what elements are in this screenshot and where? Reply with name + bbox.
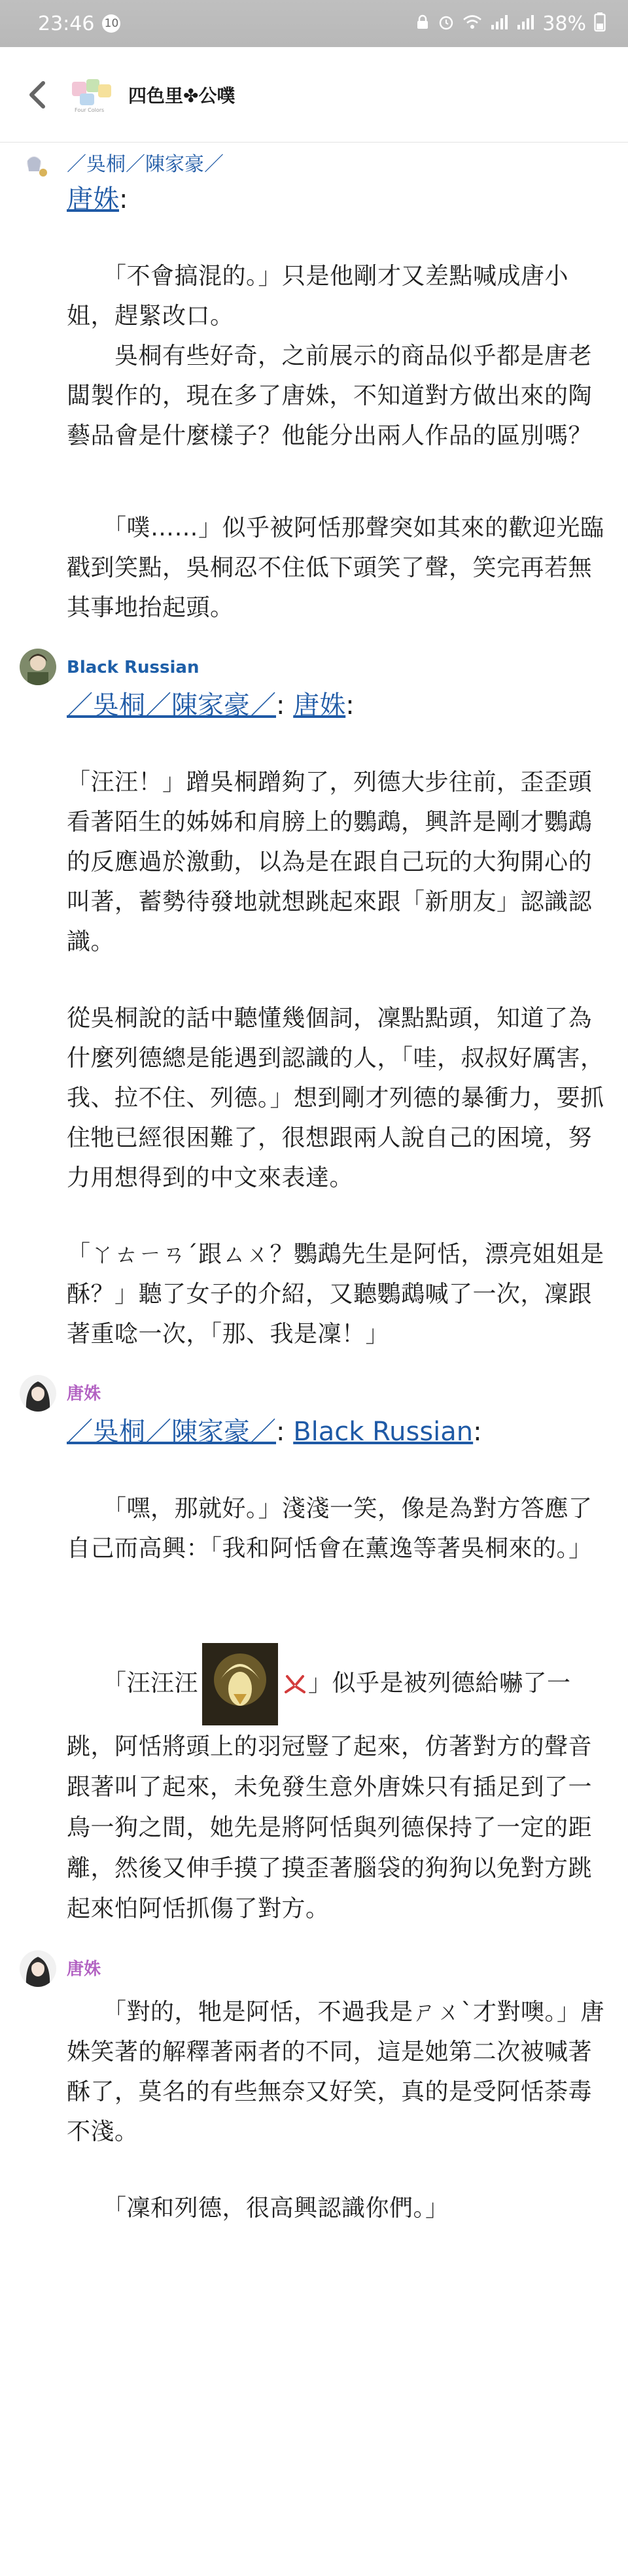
mention-link[interactable]: ／吳桐／陳家豪／ bbox=[67, 1417, 276, 1447]
signal-icon-2 bbox=[516, 14, 534, 33]
post-paragraph: 「嘿，那就好。」淺淺一笑，像是為對方答應了自己而高興：「我和阿恬會在薰逸等著吳桐來的。」 bbox=[67, 1495, 593, 1562]
addressee-link[interactable]: 唐姝 bbox=[293, 690, 346, 720]
back-button[interactable] bbox=[18, 76, 55, 113]
mention-link[interactable]: ／吳桐／陳家豪／ bbox=[67, 153, 224, 176]
status-bar bbox=[0, 0, 628, 47]
post-paragraph: 「噗……」似乎被阿恬那聲突如其來的歡迎光臨戳到笑點，吳桐忍不住低下頭笑了聲，笑完再若無其事地抬起頭。 bbox=[67, 515, 604, 621]
post-header bbox=[0, 649, 628, 685]
post-paragraph: 從吳桐說的話中聽懂幾個詞，凜點點頭，知道了為什麼列德總是能遇到認識的人，「哇，叔叔好厲害，我、拉不住、列德。」想到剛才列德的暴衝力，要抓住牠已經很困難了，很想跟兩人說自己的困境，努力用想得到的中文來表達。 bbox=[67, 1005, 604, 1191]
post-paragraph: 「凜和列德，很高興認識你們。」 bbox=[67, 2195, 449, 2222]
status-right bbox=[415, 12, 606, 35]
svg-text:Four Colors: Four Colors bbox=[75, 107, 105, 113]
post bbox=[0, 649, 628, 1354]
site-name[interactable]: 四色里✤公噗 bbox=[128, 84, 236, 107]
avatar[interactable] bbox=[20, 149, 52, 182]
reply-mentions bbox=[0, 150, 628, 179]
post-paragraph: 「不會搞混的。」只是他剛才又差點喊成唐小姐，趕緊改口。 bbox=[67, 263, 569, 330]
author-name[interactable]: 唐姝 bbox=[67, 1959, 101, 1979]
sticker-leading-text: 「汪汪汪 bbox=[67, 1670, 199, 1697]
battery-icon bbox=[594, 12, 606, 35]
addressee-link[interactable]: 唐姝 bbox=[67, 184, 119, 214]
status-time: 23:46 bbox=[38, 12, 95, 35]
mention-link[interactable]: ／吳桐／陳家豪／ bbox=[67, 690, 276, 720]
post bbox=[0, 1950, 628, 2228]
sticker-trailing-text: 」似乎是被列德給嚇了一跳，阿恬將頭上的羽冠豎了起來，仿著對方的聲音跟著叫了起來，未免發生意外唐姝只有插足到了一鳥一狗之間，她先是將阿恬與列德保持了一定的距離，然後又伸手摸了摸歪著腦袋的狗狗以免對方跳起來怕阿恬抓傷了對方。 bbox=[67, 1670, 593, 1922]
back-arrow-icon bbox=[27, 80, 46, 109]
sticker-image[interactable] bbox=[201, 1642, 279, 1727]
post-paragraph: 「汪汪！」蹭吳桐蹭夠了，列德大步往前，歪歪頭看著陌生的姊姊和肩膀上的鸚鵡，興許是剛才鸚鵡的反應過於激動，以為是在跟自己玩的大狗開心的叫著，蓄勢待發地就想跳起來跟「新朋友」認識認識。 bbox=[67, 769, 593, 955]
post-header bbox=[0, 1950, 628, 1987]
alarm-icon bbox=[438, 14, 455, 33]
reply-to-line: 唐姝: bbox=[67, 184, 128, 214]
app-header bbox=[0, 47, 628, 143]
wifi-icon bbox=[462, 14, 482, 33]
avatar[interactable] bbox=[20, 1375, 56, 1412]
post bbox=[0, 1375, 628, 1929]
avatar[interactable] bbox=[20, 1950, 56, 1987]
battery-percent: 38% bbox=[542, 12, 586, 35]
reply-to-line: ／吳桐／陳家豪／: 唐姝: bbox=[67, 690, 355, 720]
post bbox=[0, 143, 628, 628]
post-paragraph-with-sticker bbox=[0, 1642, 628, 1929]
post-paragraph: 「ㄚㄊㄧㄢˊ跟ㄙㄨ？鸚鵡先生是阿恬，漂亮姐姐是酥？」聽了女子的介紹，又聽鸚鵡喊了一次，凜跟著重唸一次，「那、我是凜！」 bbox=[67, 1241, 604, 1347]
author-name[interactable]: 唐姝 bbox=[67, 1384, 101, 1404]
addressee-link[interactable]: Black Russian bbox=[293, 1417, 474, 1447]
avatar[interactable] bbox=[20, 649, 56, 685]
status-left bbox=[38, 12, 120, 35]
shock-mark-icon bbox=[282, 1671, 308, 1697]
notification-count-badge: 10 bbox=[102, 14, 120, 33]
author-name[interactable]: Black Russian bbox=[67, 658, 200, 677]
post-paragraph: 吳桐有些好奇，之前展示的商品似乎都是唐老闆製作的，現在多了唐姝，不知道對方做出來的陶藝品會是什麼樣子？他能分出兩人作品的區別嗎？ bbox=[67, 343, 593, 449]
signal-icon bbox=[490, 14, 508, 33]
post-paragraph: 「對的，牠是阿恬，不過我是ㄕㄨˋ才對噢。」唐姝笑著的解釋著兩者的不同，這是她第二次被喊著酥了，莫名的有些無奈又好笑，真的是受阿恬荼毒不淺。 bbox=[67, 1999, 605, 2145]
site-logo[interactable] bbox=[69, 75, 116, 114]
post-header bbox=[0, 1375, 628, 1412]
thread-content bbox=[0, 143, 628, 2228]
reply-to-line: ／吳桐／陳家豪／: Black Russian: bbox=[67, 1417, 482, 1447]
lock-icon bbox=[415, 14, 430, 33]
